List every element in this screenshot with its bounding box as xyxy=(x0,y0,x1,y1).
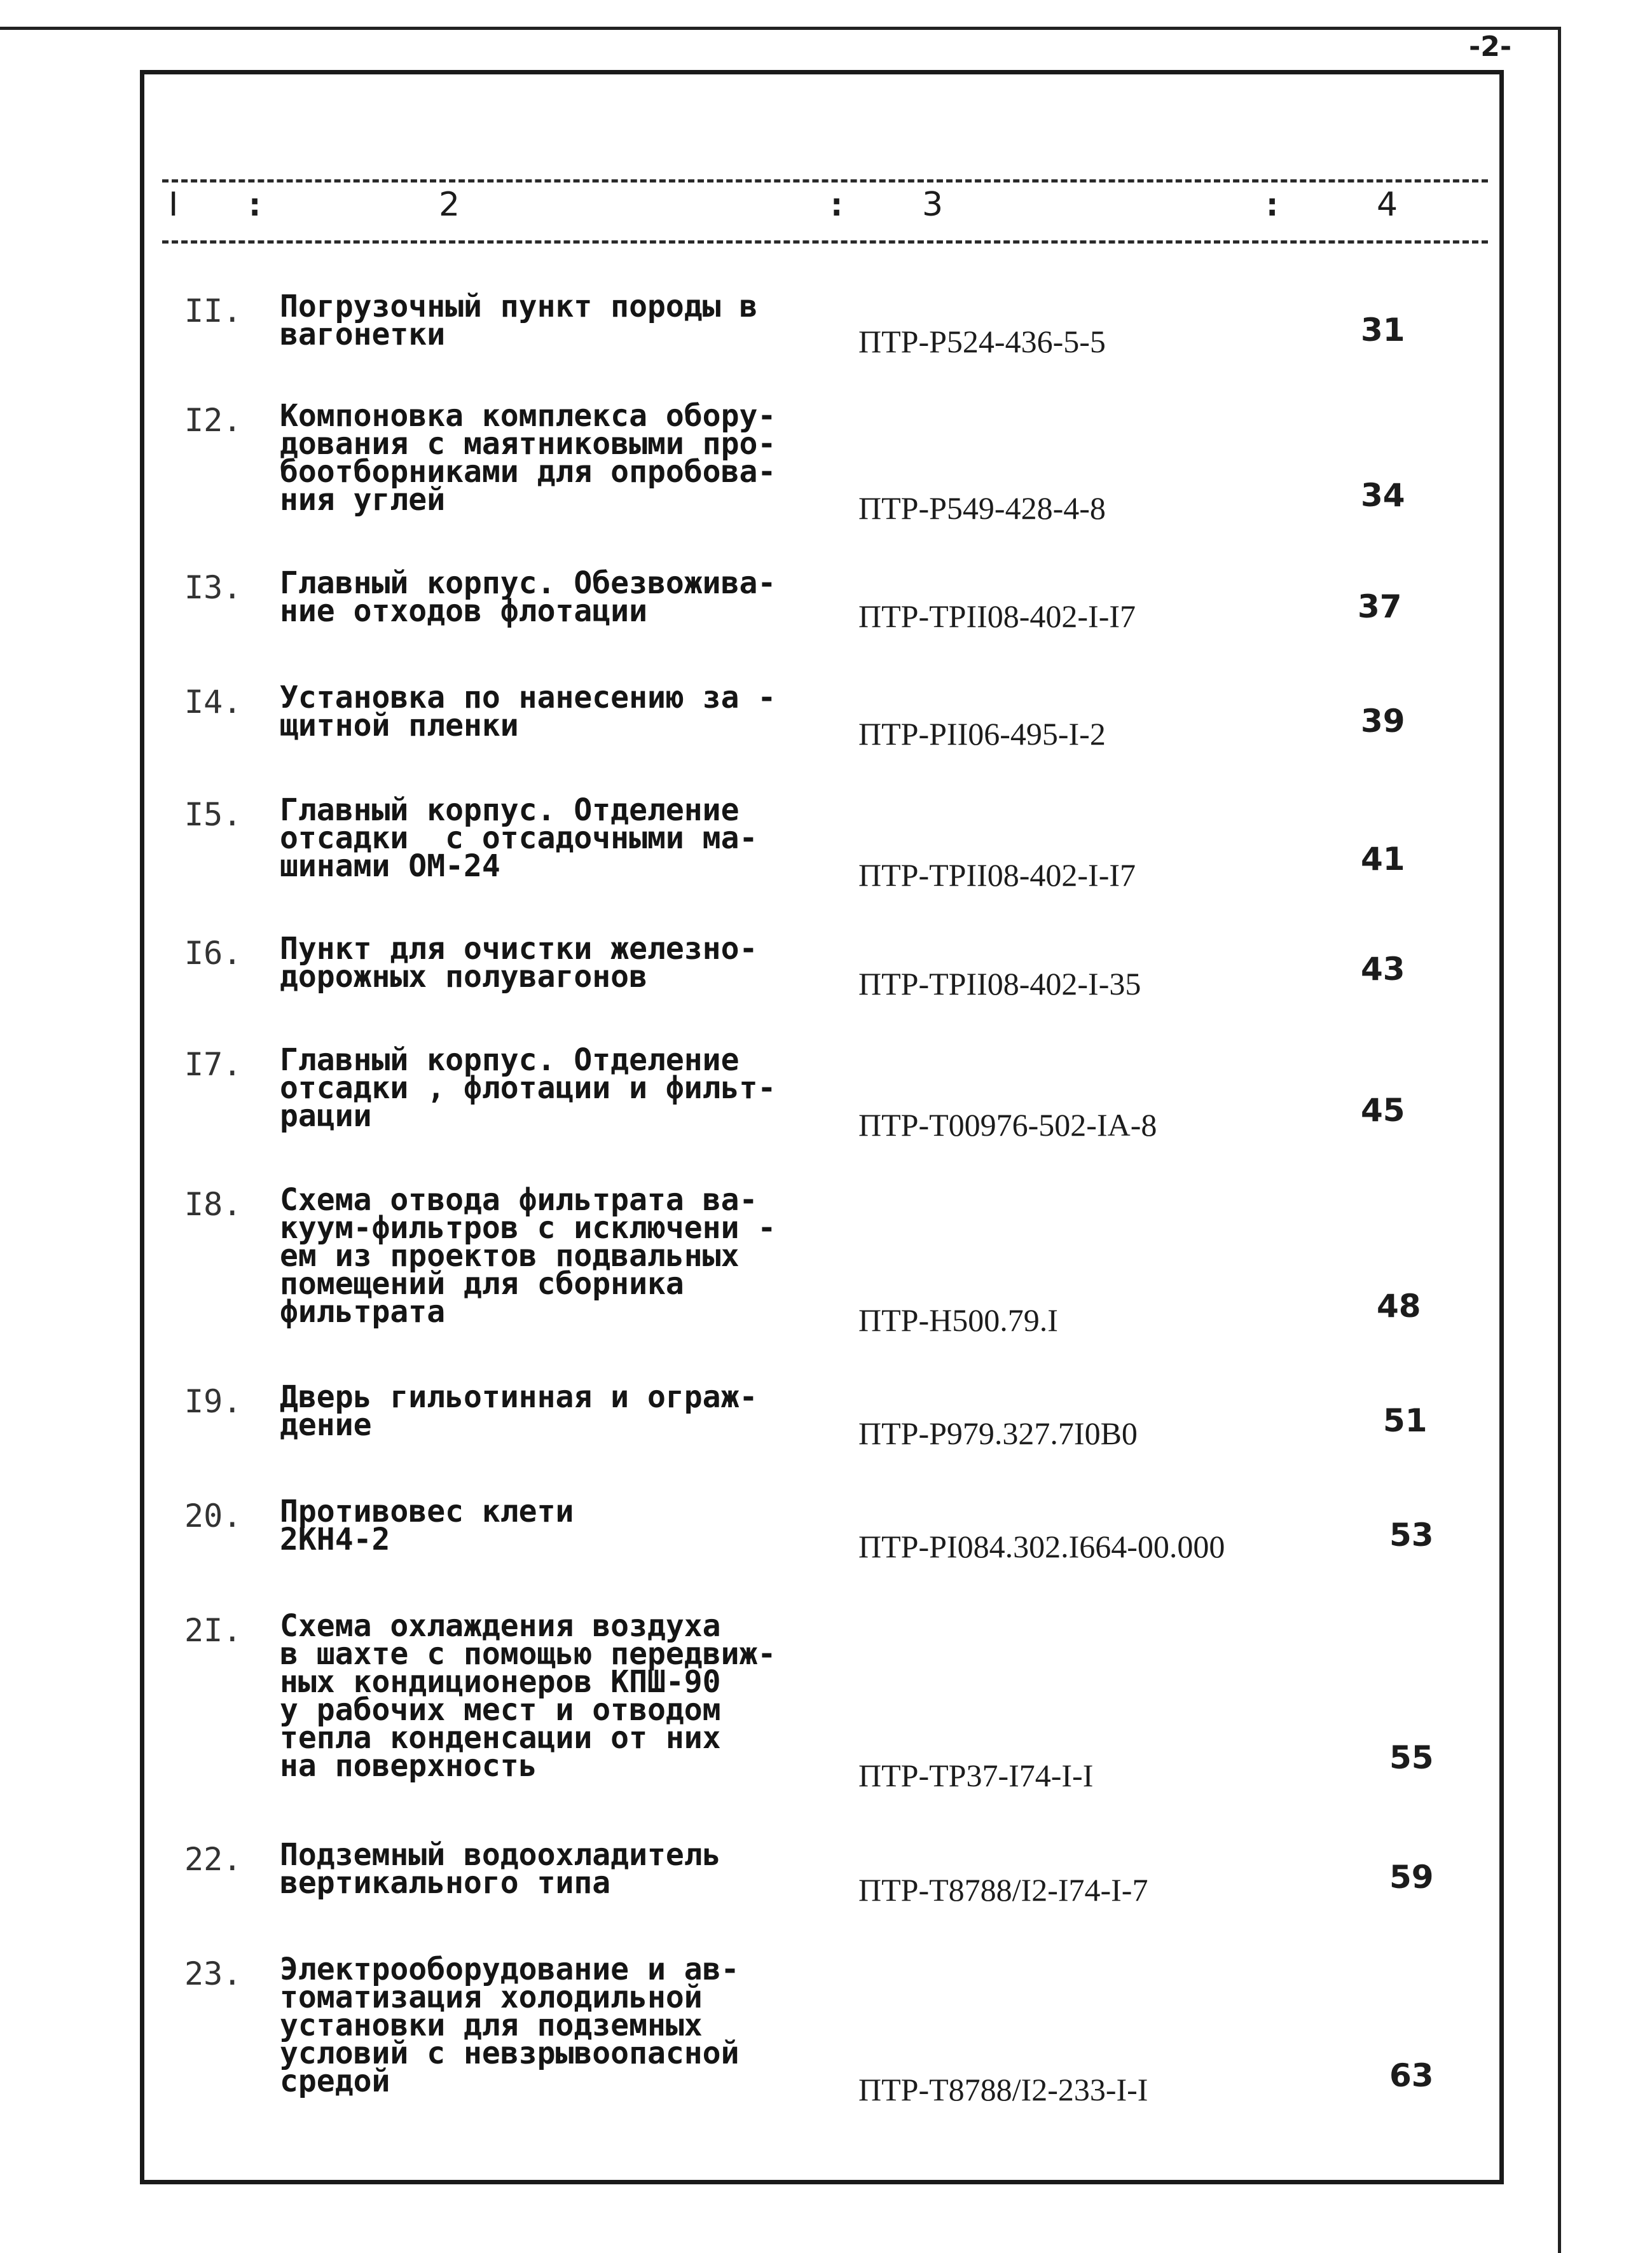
row-page: 48 xyxy=(1377,1288,1421,1325)
header-separator-2: : xyxy=(827,186,847,224)
row-code: ПТР-ТРII08-402-I-I7 xyxy=(858,857,1136,893)
header-col-4: 4 xyxy=(1377,186,1398,224)
row-page: 63 xyxy=(1389,2057,1434,2094)
row-code: ПТР-Т8788/I2-233-I-I xyxy=(858,2072,1148,2107)
row-number: 23. xyxy=(184,1955,242,1992)
row-title: Главный корпус. Отделение отсадки , флотации и фильт- рации xyxy=(280,1042,776,1134)
header-col-3: 3 xyxy=(922,186,944,224)
row-title: Пункт для очистки железно- дорожных полувагонов xyxy=(280,931,758,995)
row-page: 34 xyxy=(1361,477,1405,514)
row-title: Главный корпус. Обезвожива- ние отходов флотации xyxy=(280,565,776,629)
header-separator-1: : xyxy=(245,186,265,224)
row-title: Электрооборудование и ав- томатизация холодильной установки для подземных условий с невзрывоопасной средой xyxy=(280,1952,740,2099)
row-page: 51 xyxy=(1383,1402,1428,1439)
row-number: 22. xyxy=(184,1841,242,1878)
sheet-right-rule xyxy=(1558,27,1561,2253)
row-page: 45 xyxy=(1361,1092,1405,1129)
header-dashed-bottom-rule xyxy=(162,240,1488,244)
sheet-top-rule xyxy=(0,27,1561,30)
row-title: Погрузочный пункт породы в вагонетки xyxy=(280,289,758,352)
row-title: Дверь гильотинная и ограж- дение xyxy=(280,1379,758,1443)
row-number: 20. xyxy=(184,1498,242,1534)
row-number: I5. xyxy=(184,796,242,833)
row-code: ПТР-Т8788/I2-I74-I-7 xyxy=(858,1872,1148,1908)
row-code: ПТР-Р979.327.7I0В0 xyxy=(858,1416,1138,1451)
row-page: 31 xyxy=(1361,312,1405,348)
row-number: I4. xyxy=(184,684,242,720)
row-code: ПТР-Т00976-502-IA-8 xyxy=(858,1107,1157,1143)
row-title: Главный корпус. Отделение отсадки с отсадочными ма- шинами ОМ-24 xyxy=(280,792,758,884)
row-code: ПТР-ТР37-I74-I-I xyxy=(858,1758,1094,1793)
row-title: Схема отвода фильтрата ва- куум-фильтров с исключени - ем из проектов подвальных помещений для сборника фильтрата xyxy=(280,1182,776,1330)
row-number: I9. xyxy=(184,1383,242,1420)
row-number: I8. xyxy=(184,1186,242,1223)
row-code: ПТР-Н500.79.I xyxy=(858,1302,1058,1338)
row-code: ПТР-РI084.302.I664-00.000 xyxy=(858,1529,1225,1564)
page-number: -2- xyxy=(1469,31,1512,63)
row-number: II. xyxy=(184,293,242,329)
row-code: ПТР-ТРII08-402-I-I7 xyxy=(858,598,1136,634)
row-number: I3. xyxy=(184,569,242,606)
row-title: Компоновка комплекса обору- дования с маятниковыми про- боотборниками для опробова- ния углей xyxy=(280,398,776,518)
row-code: ПТР-Р524-436-5-5 xyxy=(858,324,1106,359)
row-number: I6. xyxy=(184,935,242,972)
row-code: ПТР-Р549-428-4-8 xyxy=(858,490,1106,526)
header-col-2: 2 xyxy=(439,186,460,224)
row-page: 41 xyxy=(1361,841,1405,878)
row-page: 55 xyxy=(1389,1739,1434,1776)
row-title: Противовес клети 2КН4-2 xyxy=(280,1494,574,1557)
row-page: 37 xyxy=(1358,588,1402,625)
row-code: ПТР-РII06-495-I-2 xyxy=(858,716,1106,752)
row-page: 53 xyxy=(1389,1517,1434,1554)
header-separator-3: : xyxy=(1262,186,1283,224)
row-code: ПТР-ТРII08-402-I-35 xyxy=(858,966,1141,1002)
row-page: 43 xyxy=(1361,951,1405,988)
header-col-1: I xyxy=(169,186,179,224)
header-dashed-top-rule xyxy=(162,179,1488,183)
row-title: Подземный водоохладитель вертикального типа xyxy=(280,1837,721,1901)
row-number: 2I. xyxy=(184,1612,242,1649)
row-page: 39 xyxy=(1361,703,1405,740)
row-title: Схема охлаждения воздуха в шахте с помощью передвиж- ных кондиционеров КПШ-90 у рабочих мест и отводом тепла конденсации от них на поверхность xyxy=(280,1608,776,1784)
row-page: 59 xyxy=(1389,1859,1434,1896)
row-title: Установка по нанесению за - щитной пленки xyxy=(280,680,776,743)
row-number: I2. xyxy=(184,402,242,439)
row-number: I7. xyxy=(184,1046,242,1083)
